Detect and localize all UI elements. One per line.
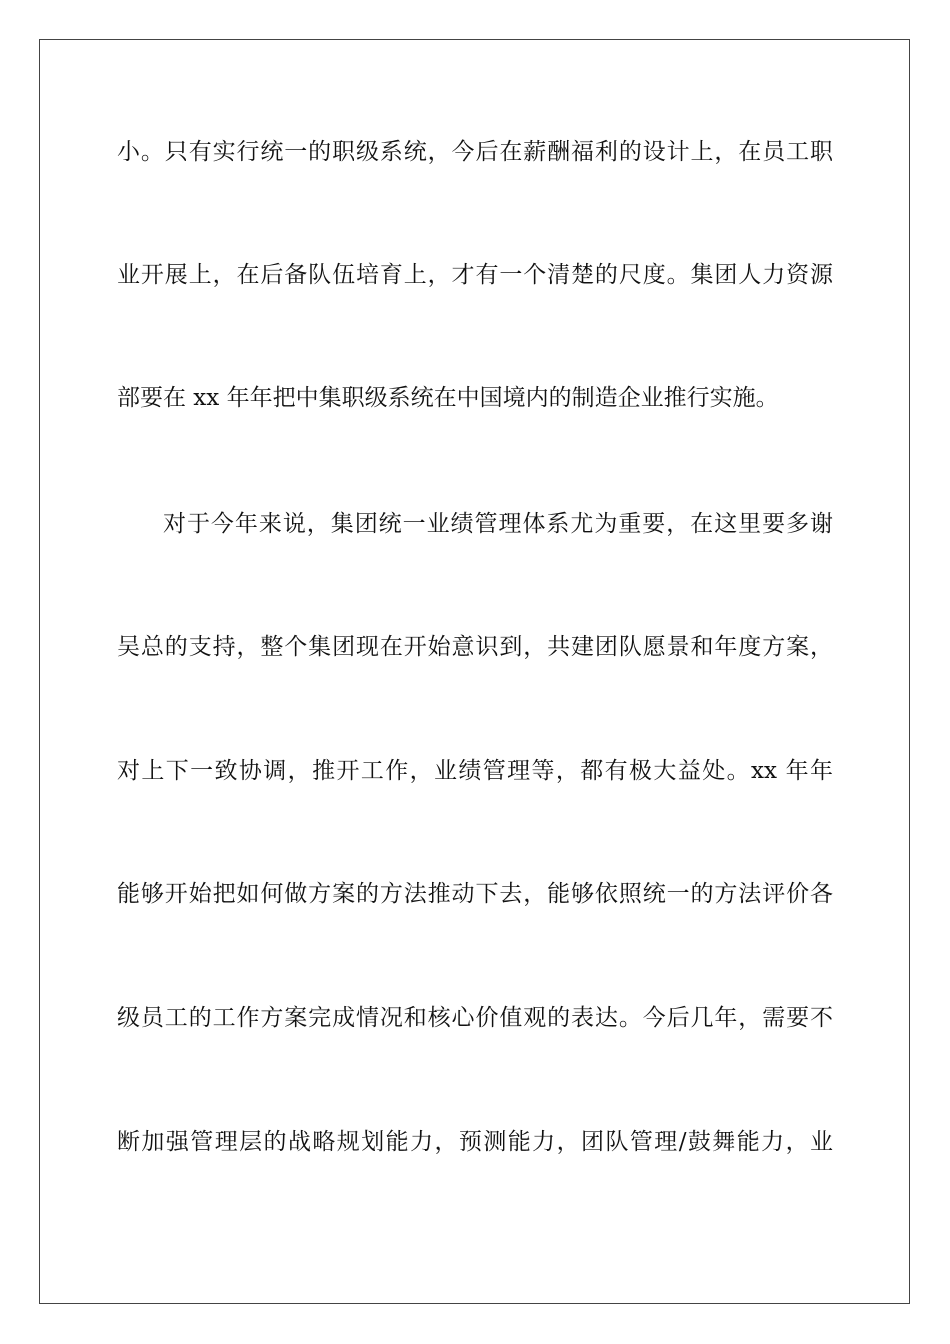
text-line-6: 对上下一致协调，推开工作，业绩管理等，都有极大益处。xx 年年	[117, 758, 833, 784]
text-line-8: 级员工的工作方案完成情况和核心价值观的表达。今后几年，需要不	[117, 1005, 833, 1031]
text-line-9: 断加强管理层的战略规划能力，预测能力，团队管理/鼓舞能力，业	[117, 1129, 833, 1155]
text-line-2: 业开展上，在后备队伍培育上，才有一个清楚的尺度。集团人力资源	[117, 262, 833, 288]
text-line-1: 小。只有实行统一的职级系统，今后在薪酬福利的设计上，在员工职	[117, 139, 833, 165]
text-line-5: 吴总的支持，整个集团现在开始意识到，共建团队愿景和年度方案，	[117, 634, 833, 660]
text-line-3: 部要在 xx 年年把中集职级系统在中国境内的制造企业推行实施。	[117, 385, 779, 411]
page-frame	[39, 39, 910, 1304]
text-line-4-paragraph-start: 对于今年来说，集团统一业绩管理体系尤为重要，在这里要多谢	[163, 511, 833, 537]
text-line-7: 能够开始把如何做方案的方法推动下去，能够依照统一的方法评价各	[117, 881, 833, 907]
